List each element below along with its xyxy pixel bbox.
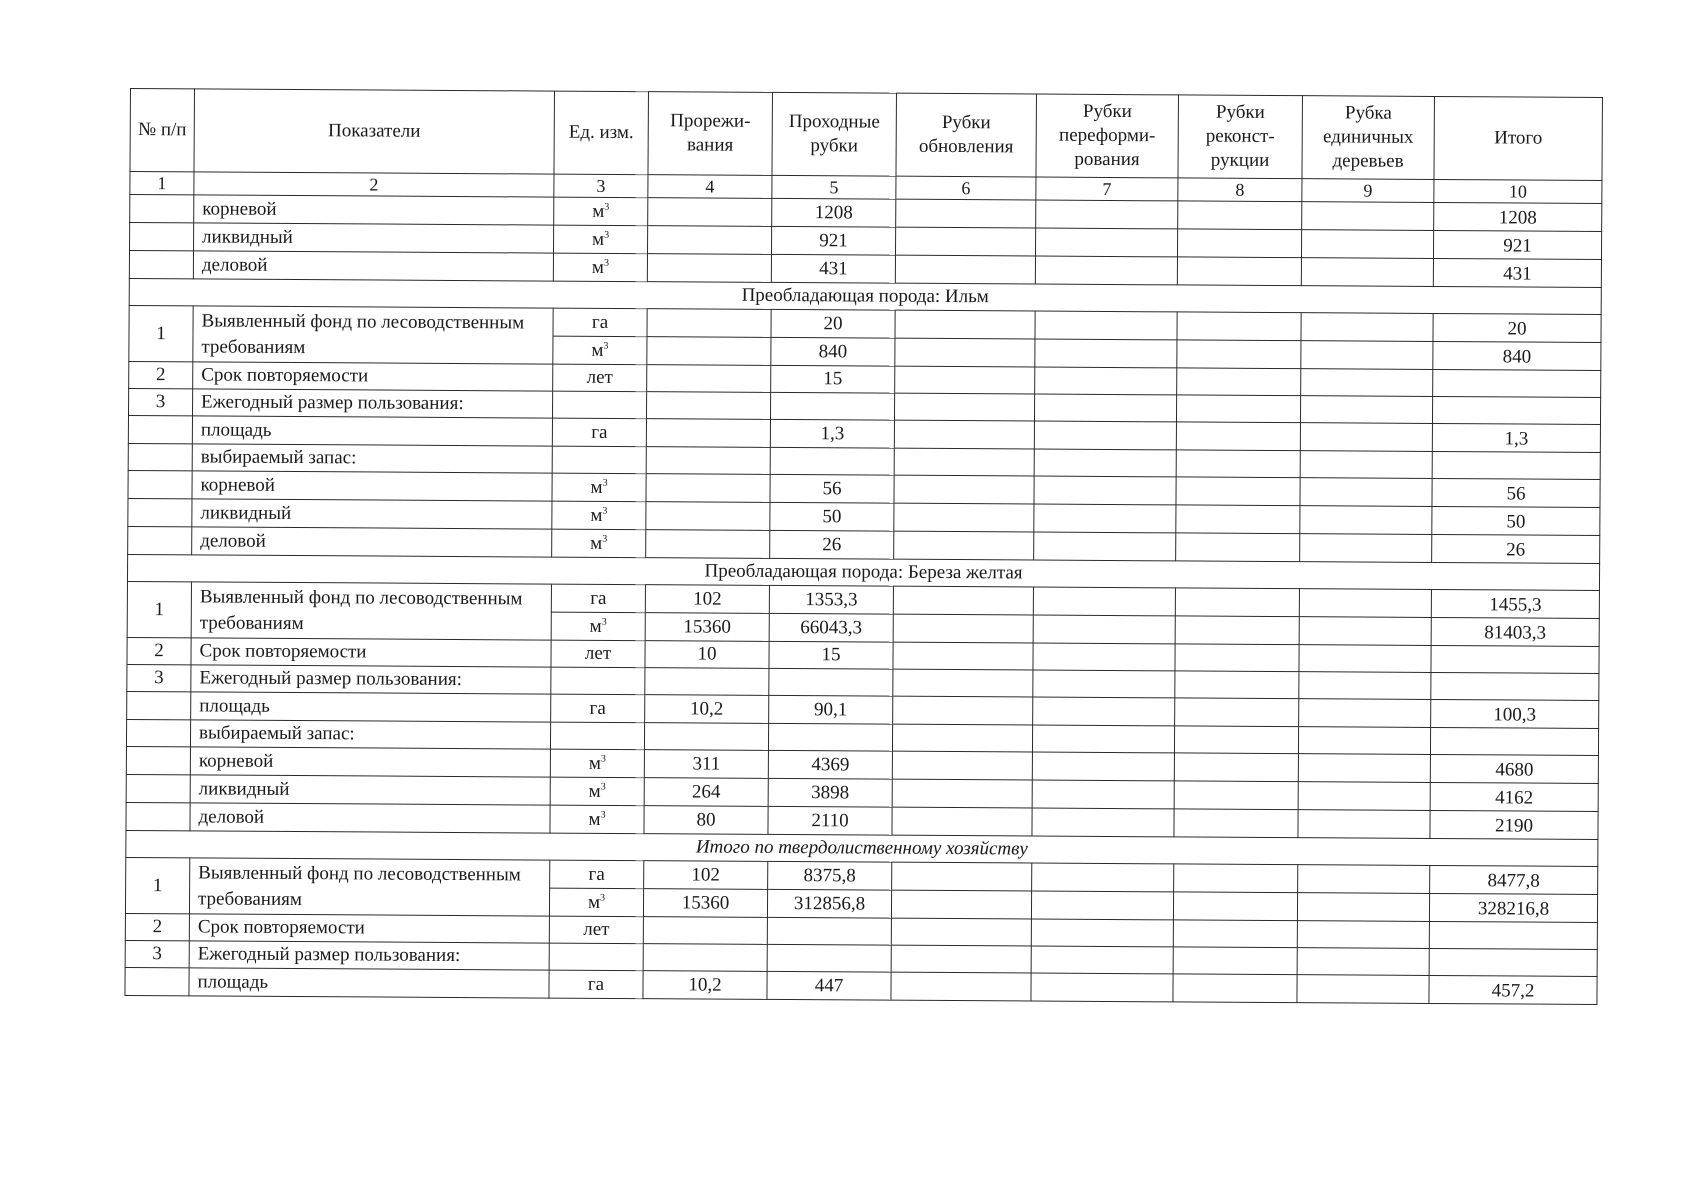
total-cell: 4162 [1430, 782, 1598, 811]
unit-cell: $м^3$ [550, 777, 644, 806]
header-renewal-cuts: Рубки обновления [896, 93, 1037, 177]
total-cell: 100,3 [1431, 699, 1599, 728]
unit-cell: га [550, 860, 644, 889]
row-label: ликвидный [190, 775, 550, 805]
value-cell [647, 365, 771, 393]
row-number: 3 [125, 940, 189, 967]
row-label: Срок повторяемости [193, 362, 553, 391]
section-title: Преобладающая порода: Береза желтая [127, 554, 1599, 590]
header-number: № п/п [130, 89, 195, 172]
total-cell: 431 [1433, 258, 1601, 287]
column-number: 3 [554, 174, 648, 198]
row-label: Ежегодный размер пользования: [192, 389, 552, 418]
row-label: Срок повторяемости [189, 914, 549, 943]
total-cell: 328216,8 [1429, 893, 1597, 922]
unit-cell: $м^3$ [552, 501, 646, 530]
value-cell: 312856,8 [767, 889, 891, 918]
value-cell: 102 [645, 585, 769, 614]
value-cell [647, 337, 771, 366]
section-title: Преобладающая порода: Ильм [129, 278, 1601, 314]
value-cell: 447 [767, 971, 891, 1000]
total-cell: 1455,3 [1431, 589, 1599, 618]
value-cell: 50 [770, 502, 894, 531]
row-label: деловой [190, 803, 550, 833]
header-reformation-cuts: Рубки переформи-рования [1036, 94, 1179, 178]
unit-cell: $м^3$ [550, 749, 644, 778]
unit-cell: $м^3$ [552, 529, 646, 558]
row-number: 1 [127, 581, 191, 637]
value-cell: 66043,3 [769, 613, 893, 642]
value-cell: 311 [644, 750, 768, 779]
row-label: деловой [192, 527, 552, 557]
column-number: 7 [1036, 177, 1178, 201]
unit-cell: га [551, 694, 645, 723]
value-cell: 90,1 [769, 695, 893, 724]
value-cell: 56 [770, 474, 894, 503]
row-label: Выявленный фонд по лесоводственным требованиям [193, 306, 553, 364]
document-sheet [124, 88, 1602, 1082]
unit-cell: га [552, 418, 646, 447]
header-row [130, 89, 1602, 181]
value-cell: 10,2 [643, 971, 767, 1000]
unit-cell: га [551, 584, 645, 613]
column-number: 6 [896, 176, 1036, 200]
column-number: 2 [194, 172, 554, 197]
row-label: площадь [189, 968, 549, 998]
total-cell: 81403,3 [1431, 617, 1599, 646]
value-cell: 840 [771, 337, 895, 366]
column-number: 1 [130, 172, 194, 195]
row-label: корневой [194, 195, 554, 225]
row-label: корневой [192, 471, 552, 501]
value-cell: 2110 [768, 806, 892, 835]
value-cell [647, 309, 771, 338]
value-cell: 1,3 [770, 419, 894, 448]
value-cell: 1353,3 [769, 585, 893, 614]
column-number: 8 [1178, 178, 1302, 202]
value-cell: 8375,8 [768, 861, 892, 890]
row-label: корневой [190, 747, 550, 777]
value-cell: 20 [771, 309, 895, 338]
value-cell: 15360 [643, 889, 767, 918]
value-cell [646, 419, 770, 448]
unit-cell: $м^3$ [551, 612, 645, 641]
total-cell: 1208 [1434, 202, 1602, 231]
row-number: 2 [125, 913, 189, 940]
row-label: ликвидный [192, 499, 552, 529]
unit-cell: лет [551, 640, 645, 668]
column-number: 5 [772, 175, 896, 199]
total-cell: 1,3 [1432, 423, 1600, 452]
total-cell: 20 [1433, 313, 1601, 342]
row-label: Выявленный фонд по лесоводственным требованиям [191, 582, 551, 640]
column-number: 10 [1434, 179, 1602, 203]
unit-cell: $м^3$ [549, 888, 643, 917]
value-cell: 921 [771, 226, 895, 255]
header-passage-cuts: Проходные рубки [772, 92, 897, 176]
value-cell: 1208 [772, 198, 896, 227]
unit-cell: га [553, 308, 647, 337]
value-cell: 10 [645, 641, 769, 669]
value-cell [646, 530, 770, 559]
unit-cell: $м^3$ [553, 336, 647, 365]
total-cell: 4680 [1430, 754, 1598, 783]
row-number: 2 [129, 361, 193, 388]
summary-title: Итого по твердолиственному хозяйству [126, 830, 1598, 866]
row-number: 3 [127, 664, 191, 691]
column-number: 4 [648, 175, 772, 199]
header-thinning: Прорежи-вания [648, 92, 773, 176]
unit-cell: $м^3$ [554, 197, 648, 226]
value-cell: 4369 [768, 750, 892, 779]
row-label: Выявленный фонд по лесоводственным требованиям [189, 858, 549, 916]
row-label: выбираемый запас: [190, 720, 550, 749]
row-label: площадь [191, 692, 551, 722]
total-cell: 457,2 [1429, 975, 1597, 1004]
value-cell [646, 502, 770, 531]
unit-cell: га [549, 970, 643, 999]
harvest-table [124, 88, 1603, 1005]
header-reconstruction-cuts: Рубки реконст-рукции [1178, 95, 1303, 179]
row-label: Ежегодный размер пользования: [191, 665, 551, 694]
value-cell: 264 [644, 778, 768, 807]
row-label: деловой [193, 251, 553, 281]
value-cell: 15360 [645, 613, 769, 642]
row-number: 3 [128, 388, 192, 415]
value-cell: 431 [771, 254, 895, 283]
total-cell: 2190 [1430, 810, 1598, 839]
total-cell: 56 [1432, 478, 1600, 507]
total-cell: 50 [1432, 506, 1600, 535]
row-number: 1 [125, 857, 189, 913]
value-cell: 15 [769, 641, 893, 669]
value-cell: 80 [644, 806, 768, 835]
total-cell: 840 [1433, 341, 1601, 370]
row-number: 1 [129, 305, 193, 361]
unit-cell: $м^3$ [553, 225, 647, 254]
value-cell [646, 474, 770, 503]
total-cell: 8477,8 [1430, 865, 1598, 894]
value-cell: 26 [770, 530, 894, 559]
unit-cell: $м^3$ [550, 805, 644, 834]
unit-cell: $м^3$ [552, 473, 646, 502]
unit-cell: лет [549, 916, 643, 944]
row-label: выбираемый запас: [192, 444, 552, 473]
row-label: Ежегодный размер пользования: [189, 941, 549, 970]
value-cell: 10,2 [645, 695, 769, 724]
row-label: Срок повторяемости [191, 638, 551, 667]
unit-cell: $м^3$ [553, 253, 647, 282]
column-number: 9 [1302, 179, 1434, 203]
header-single-tree-cuts: Рубка единичных деревьев [1302, 96, 1435, 180]
total-cell: 921 [1433, 230, 1601, 259]
header-total: Итого [1434, 96, 1603, 180]
value-cell: 3898 [768, 778, 892, 807]
total-cell: 26 [1432, 534, 1600, 563]
value-cell: 15 [771, 365, 895, 393]
row-label: площадь [192, 416, 552, 446]
header-indicators: Показатели [194, 89, 555, 174]
row-number: 2 [127, 637, 191, 664]
row-label: ликвидный [194, 223, 554, 253]
header-unit: Ед. изм. [554, 91, 649, 175]
unit-cell: лет [553, 364, 647, 392]
value-cell: 102 [644, 861, 768, 890]
